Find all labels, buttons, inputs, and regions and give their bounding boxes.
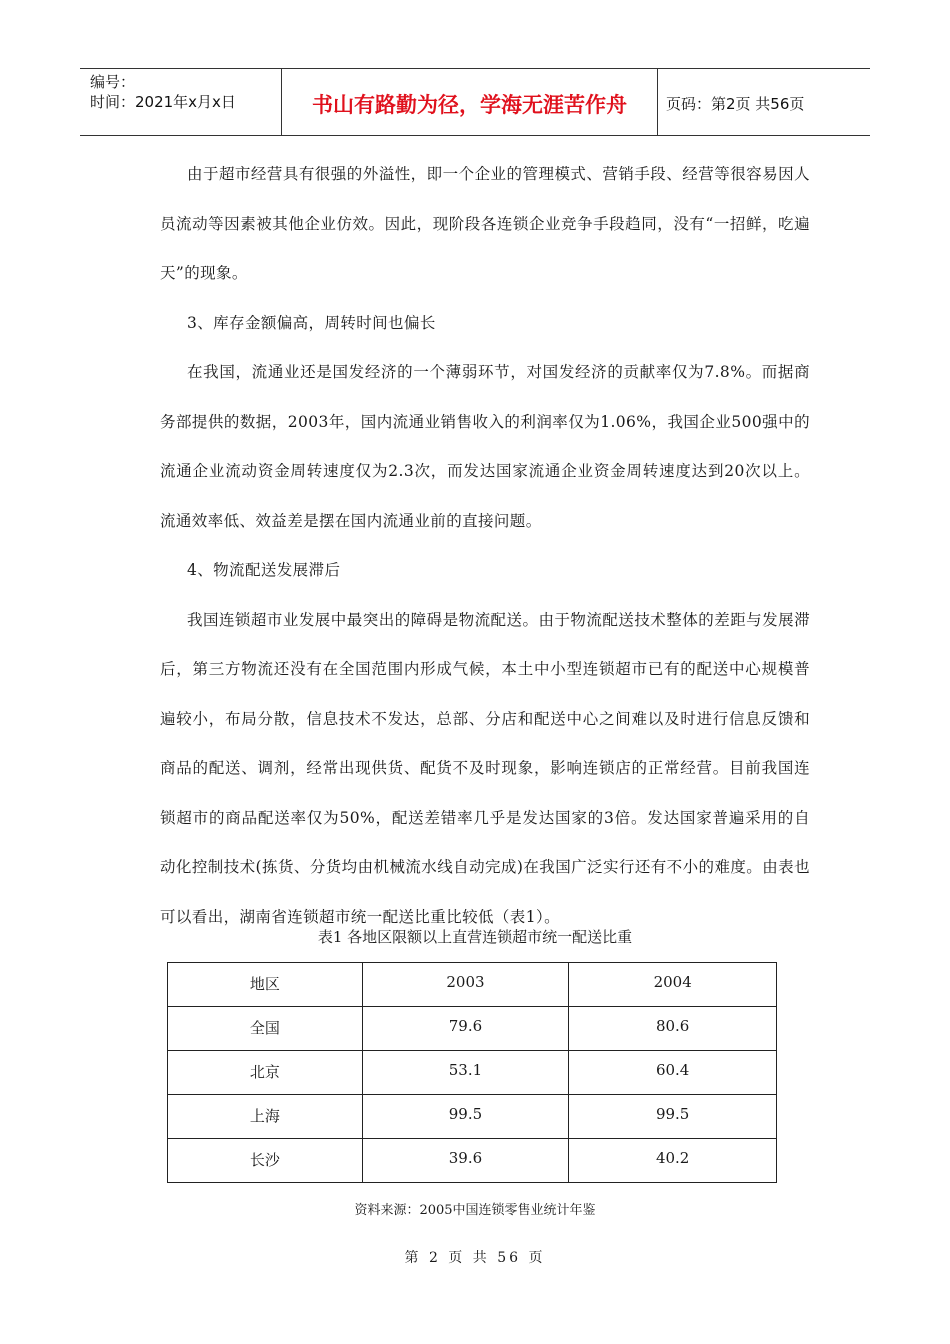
table-cell: 99.5 <box>569 1095 777 1139</box>
page-footer: 第 2 页 共 56 页 <box>404 1250 546 1266</box>
table-caption: 表1 各地区限额以上直营连锁超市统一配送比重 <box>317 928 633 946</box>
table-cell: 2004 <box>569 963 777 1007</box>
table-cell: 40.2 <box>569 1139 777 1183</box>
header-page-info: 页码：第2页 共56页 <box>666 94 805 113</box>
table-cell: 上海 <box>168 1095 363 1139</box>
section-heading: 3、库存金额偏高，周转时间也偏长 <box>187 313 436 332</box>
paragraph: 由于超市经营具有很强的外溢性，即一个企业的管理模式、营销手段、经营等很容易因人员流动等因素被其他企业仿效。因此，现阶段各连锁企业竞争手段趋同，没有“一招鲜，吃遍天”的现象。 <box>160 165 810 282</box>
header-meta <box>80 69 282 135</box>
paragraph: 我国连锁超市业发展中最突出的障碍是物流配送。由于物流配送技术整体的差距与发展滞后，第三方物流还没有在全国范围内形成气候，本土中小型连锁超市已有的配送中心规模普遍较小，布局分散，信息技术不发达，总部、分店和配送中心之间难以及时进行信息反馈和商品的配送、调剂，经常出现供货、配货不及时现象，影响连锁店的正常经营。目前我国连锁超市的商品配送率仅为50%，配送差错率几乎是发达国家的3倍。发达国家普遍采用的自动化控制技术(拣货、分货均由机械流水线自动完成)在我国广泛实行还有不小的难度。由表也可以看出，湖南省连锁超市统一配送比重比较低（表1）。 <box>160 610 810 926</box>
document-number-label: 编号： <box>90 73 136 91</box>
header-motto: 书山有路勤为径，学海无涯苦作舟 <box>282 69 658 135</box>
document-date-label: 时间：2021年x月x日 <box>90 93 236 111</box>
table-cell: 长沙 <box>168 1139 363 1183</box>
table-cell: 北京 <box>168 1051 363 1095</box>
table-cell: 地区 <box>168 963 363 1007</box>
table-row <box>168 1095 777 1139</box>
table-header-row <box>168 963 777 1007</box>
section-heading: 4、物流配送发展滞后 <box>187 561 341 579</box>
document-body <box>160 150 810 942</box>
table-cell: 80.6 <box>569 1007 777 1051</box>
table-cell: 60.4 <box>569 1051 777 1095</box>
table-row <box>168 1139 777 1183</box>
table-source-note: 资料来源：2005中国连锁零售业统计年鉴 <box>354 1203 596 1218</box>
distribution-table <box>167 962 777 1183</box>
table-cell: 79.6 <box>362 1007 569 1051</box>
paragraph: 在我国，流通业还是国发经济的一个薄弱环节，对国发经济的贡献率仅为7.8%。而据商务部提供的数据，2003年，国内流通业销售收入的利润率仅为1.06%，我国企业500强中的流通企业流动资金周转速度仅为2.3次，而发达国家流通企业资金周转速度达到20次以上。流通效率低、效益差是摆在国内流通业前的直接问题。 <box>160 363 810 530</box>
table-row <box>168 1007 777 1051</box>
page-header <box>80 68 870 136</box>
table-cell: 全国 <box>168 1007 363 1051</box>
table-cell: 2003 <box>362 963 569 1007</box>
table-cell: 99.5 <box>362 1095 569 1139</box>
table-row <box>168 1051 777 1095</box>
table-cell: 53.1 <box>362 1051 569 1095</box>
table-cell: 39.6 <box>362 1139 569 1183</box>
